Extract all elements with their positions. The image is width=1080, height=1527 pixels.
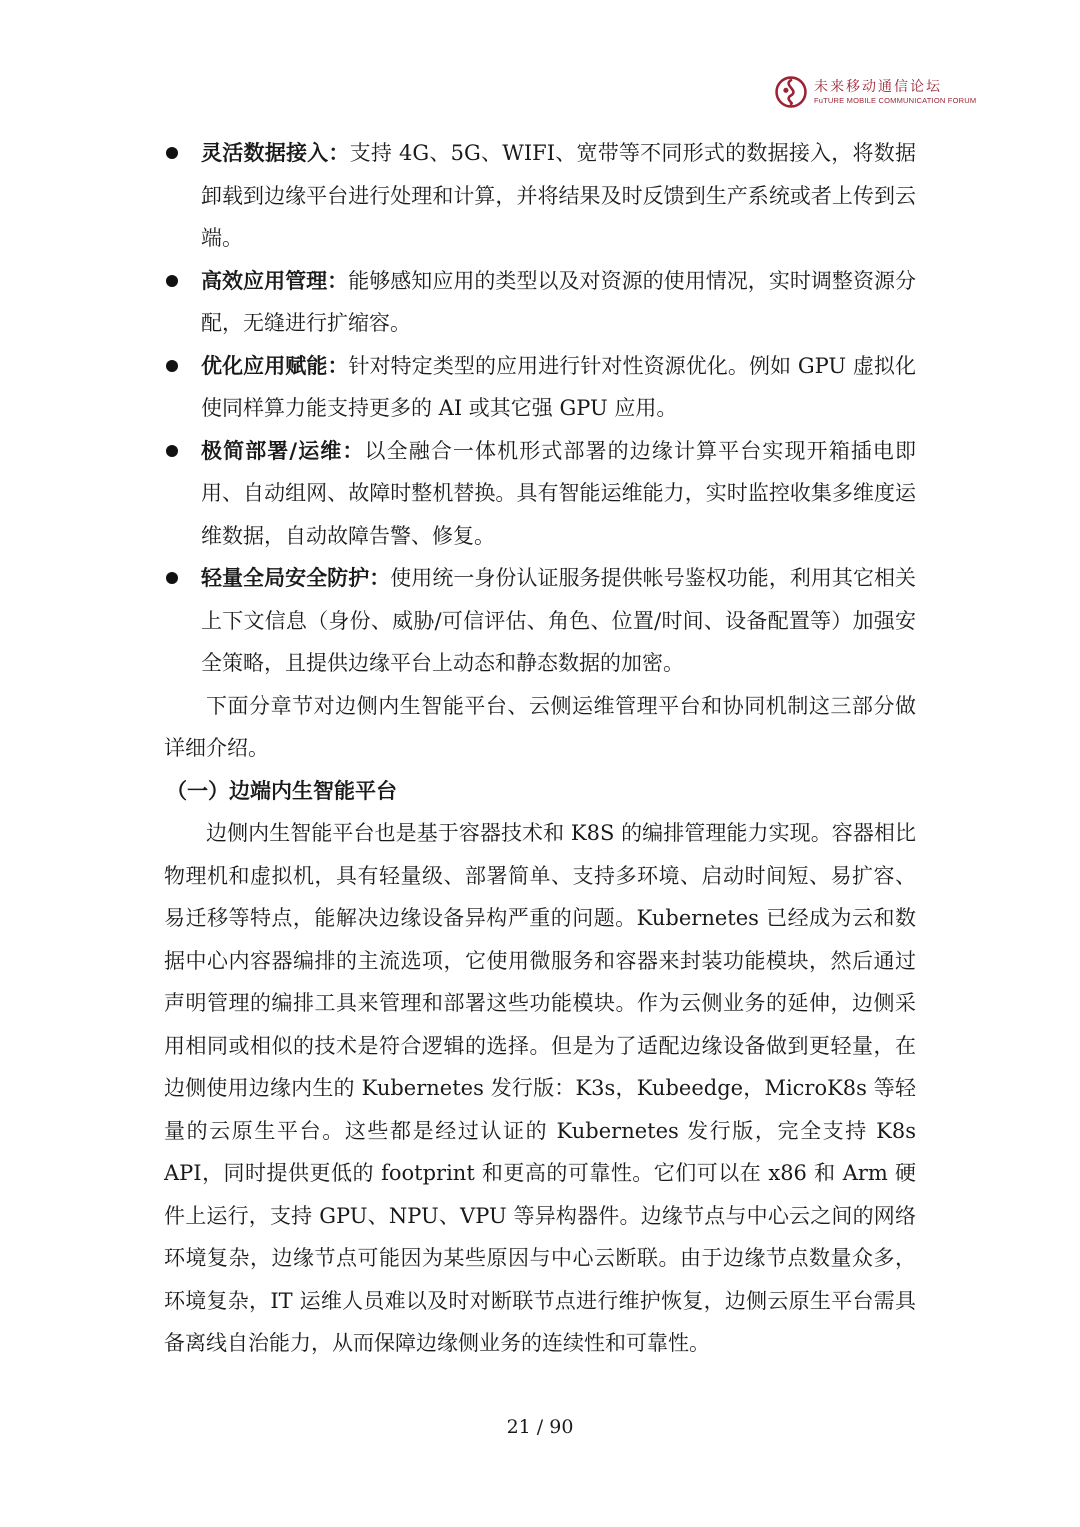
bullet-text: 以全融合一体机形式部署的边缘计算平台实现开箱插电即用、自动组网、故障时整机替换。具有智能运维能力，实时监控收集多维度运维数据，自动故障告警、修复。 [201, 438, 917, 548]
bullet-text: 能够感知应用的类型以及对资源的使用情况，实时调整资源分配，无缝进行扩缩容。 [201, 268, 917, 335]
bullet-item [164, 260, 916, 345]
bullet-item [164, 557, 916, 685]
section-paragraph: 边侧内生智能平台也是基于容器技术和 K8S 的编排管理能力实现。容器相比物理机和虚拟机，具有轻量级、部署简单、支持多环境、启动时间短、易扩容、易迁移等特点，能解决边缘设备异构严重的问题。Kubernetes 已经成为云和数据中心内容器编排的主流选项，它使用微服务和容器来封装功能模块，然后通过声明管理的编排工具来管理和部署这些功能模块。作为云侧业务的延伸，边侧采用相同或相似的技术是符合逻辑的选择。但是为了适配边缘设备做到更轻量，在边侧使用边缘内生的 Kubernetes 发行版：K3s，Kubeedge，MicroK8s 等轻量的云原生平台。这些都是经过认证的 Kubernetes 发行版，完全支持 K8s API，同时提供更低的 footprint 和更高的可靠性。它们可以在 x86 和 Arm 硬件上运行，支持 GPU、NPU、VPU 等异构器件。边缘节点与中心云之间的网络环境复杂，边缘节点可能因为某些原因与中心云断联。由于边缘节点数量众多，环境复杂，IT 运维人员难以及时对断联节点进行维护恢复，边侧云原生平台需具备离线自治能力，从而保障边缘侧业务的连续性和可靠性。 [164, 821, 916, 1355]
bullet-text: 支持 4G、5G、WIFI、宽带等不同形式的数据接入，将数据卸载到边缘平台进行处理和计算，并将结果及时反馈到生产系统或者上传到云端。 [201, 141, 916, 250]
bullet-item [164, 132, 916, 260]
bullet-title: 高效应用管理： [201, 268, 349, 293]
forum-logo-icon [774, 75, 808, 109]
section-heading: （一）边端内生智能平台 [166, 778, 397, 803]
bullet-item [164, 345, 916, 430]
bullet-text: 针对特定类型的应用进行针对性资源优化。例如 GPU 虚拟化使同样算力能支持更多的 AI 或其它强 GPU 应用。 [201, 353, 916, 420]
logo-chinese-name: 未来移动通信论坛 [814, 79, 942, 95]
bullet-title: 极简部署/运维： [201, 438, 365, 463]
bullet-title: 轻量全局安全防护： [201, 566, 391, 590]
logo-english-name: FuTURE MOBILE COMMUNICATION FORUM [814, 96, 977, 105]
page-number: 21 / 90 [506, 1416, 574, 1438]
bullet-title: 灵活数据接入： [201, 141, 350, 165]
intro-paragraph: 下面分章节对边侧内生智能平台、云侧运维管理平台和协同机制这三部分做详细介绍。 [164, 693, 916, 760]
bullet-item [164, 430, 916, 558]
document-body [164, 132, 916, 1365]
bullet-text: 使用统一身份认证服务提供帐号鉴权功能，利用其它相关上下文信息（身份、威胁/可信评估、角色、位置/时间、设备配置等）加强安全策略，且提供边缘平台上动态和静态数据的加密。 [201, 566, 917, 675]
forum-logo [774, 72, 977, 112]
bullet-title: 优化应用赋能： [201, 353, 349, 378]
